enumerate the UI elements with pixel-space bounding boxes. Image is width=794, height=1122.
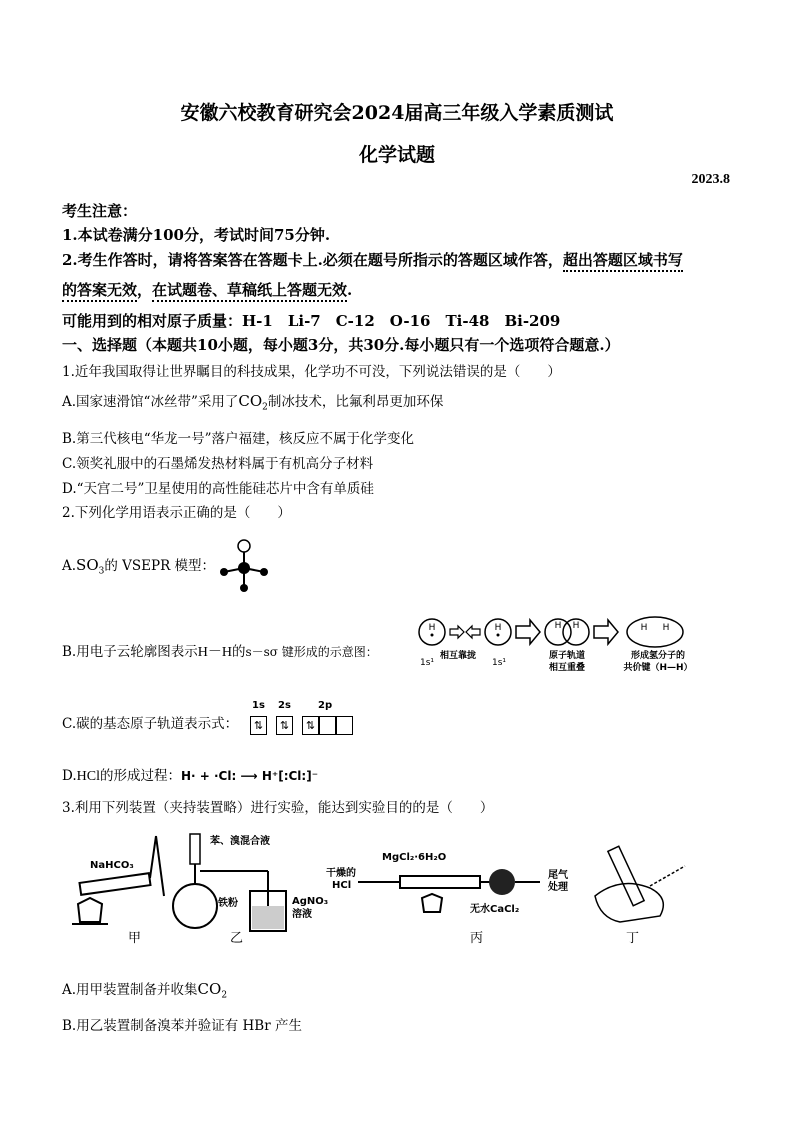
q2-option-c: C.碳的基态原子轨道表示式： <box>62 716 239 732</box>
label-dry: 干燥的 <box>326 868 356 879</box>
q3-a-pre: A.用甲装置制备并收集 <box>62 982 198 998</box>
orbital-1s-label: 1s <box>252 700 265 711</box>
notice-period: . <box>347 281 353 299</box>
label-treatment: 处理 <box>548 882 568 893</box>
q1-a-post: 制冰技术，比氟利昂更加环保 <box>267 394 444 410</box>
q2-a-pre: A. <box>62 558 77 574</box>
label-hcl: HCl <box>332 880 352 891</box>
h-atom-4: H <box>572 621 580 631</box>
notice-item-2 <box>62 249 683 270</box>
label-1s-b: 1s¹ <box>492 658 507 668</box>
apparatus-jia <box>72 836 164 924</box>
q2-b-bond: H－H <box>197 645 232 660</box>
label-ding: 丁 <box>626 931 640 946</box>
arrow-right-icon <box>450 626 464 638</box>
orbital-2s-box: ⇅ <box>276 716 293 735</box>
q3-apparatus-figure <box>60 826 740 946</box>
q3-a-formula: CO <box>197 980 222 998</box>
label-overlap-1: 原子轨道 <box>548 651 586 661</box>
label-1s-a: 1s¹ <box>420 658 435 668</box>
notice-comma: ， <box>137 281 153 299</box>
q1-a-text: A.国家速滑馆“冰丝带”采用了 <box>62 394 239 410</box>
label-iron-powder: 铁粉 <box>218 898 238 909</box>
carbon-orbital-diagram <box>240 700 370 736</box>
label-approach: 相互靠拢 <box>440 651 477 661</box>
h-atom-5: H <box>640 623 648 633</box>
q1-option-d: D.“天宫二号”卫星使用的高性能硅芯片中含有单质硅 <box>62 481 374 497</box>
q2-b-post: s－sσ 键形成的示意图： <box>245 645 378 659</box>
apparatus-bing <box>326 852 569 915</box>
h-atom-3: H <box>554 621 562 631</box>
label-jia: 甲 <box>128 931 142 946</box>
q2-a-post: 的 VSEPR 模型： <box>104 558 216 574</box>
q3-option-a <box>62 978 227 1001</box>
q1-option-a <box>62 390 443 413</box>
arrow-bold-icon <box>516 620 540 644</box>
label-cacl2: 无水CaCl₂ <box>470 904 520 915</box>
notice-heading: 考生注意： <box>62 202 138 220</box>
q2-option-d <box>62 764 318 785</box>
label-form-1: 形成氢分子的 <box>630 651 686 661</box>
q3-a-sub: 2 <box>221 990 228 1001</box>
apparatus-ding <box>595 846 685 922</box>
h-atom-2: H <box>494 623 502 633</box>
orbital-2p-label: 2p <box>318 700 333 711</box>
q1-option-b: B.第三代核电“华龙一号”落户福建，核反应不属于化学变化 <box>62 431 415 447</box>
arrow-left-icon <box>466 626 480 638</box>
q2-d-formula: HCl <box>76 769 100 784</box>
h2-bond-formation-figure <box>412 610 712 680</box>
label-bing: 丙 <box>470 931 484 946</box>
q2-a-sub: 3 <box>98 566 105 577</box>
orbital-2p-box-3 <box>336 716 353 735</box>
notice-item-2-cont <box>62 279 352 300</box>
q1-option-c: C.领奖礼服中的石墨烯发热材料属于有机高分子材料 <box>62 456 374 472</box>
label-yi: 乙 <box>230 931 244 946</box>
hcl-formation-equation: H· + ·Cl: ⟶ H⁺[:Cl:]⁻ <box>180 769 319 783</box>
q3-option-b: B.用乙装置制备溴苯并验证有 HBr 产生 <box>62 1018 302 1034</box>
so3-vsepr-model-figure <box>214 536 276 596</box>
orbital-2p-box-2 <box>319 716 336 735</box>
label-form-2: 共价键（H—H） <box>623 663 693 673</box>
q1-a-sub: 2 <box>262 402 268 413</box>
q2-stem: 2.下列化学用语表示正确的是（ ） <box>62 505 291 521</box>
notice-item-2-c: 的答案无效 <box>62 281 137 302</box>
q2-d-pre: D. <box>62 768 77 784</box>
section-1-heading: 一、选择题（本题共10小题，每小题3分，共30分.每小题只有一个选项符合题意.） <box>62 336 620 354</box>
apparatus-yi <box>173 834 328 931</box>
orbital-2p-box-1: ⇅ <box>302 716 319 735</box>
orbital-1s-box: ⇅ <box>250 716 267 735</box>
q2-b-de: 的 <box>231 644 246 660</box>
notice-item-2-a: 2.考生作答时，请将答案答在答题卡上.必须在题号所指示的答题区域作答， <box>62 251 563 269</box>
q2-d-post: 的形成过程： <box>99 768 181 784</box>
h-atom-6: H <box>662 623 670 633</box>
q1-a-formula: CO <box>238 392 263 410</box>
exam-title: 安徽六校教育研究会2024届高三年级入学素质测试 <box>180 102 614 124</box>
exam-subtitle: 化学试题 <box>358 144 435 166</box>
label-tail-gas: 尾气 <box>548 870 568 881</box>
label-solution: 溶液 <box>292 909 312 920</box>
notice-item-2-b: 超出答题区域书写 <box>563 251 683 272</box>
label-nahco3: NaHCO₃ <box>90 860 134 871</box>
h-atom-1: H <box>428 623 436 633</box>
atomic-masses: 可能用到的相对原子质量：H-1 Li-7 C-12 O-16 Ti-48 Bi-209 <box>62 312 561 330</box>
label-overlap-2: 相互重叠 <box>548 663 586 673</box>
q2-a-formula: SO <box>76 556 99 574</box>
exam-date: 2023.8 <box>691 172 730 187</box>
q2-option-a <box>62 554 215 577</box>
orbital-2s-label: 2s <box>278 700 291 711</box>
label-benzene-bromine: 苯、溴混合液 <box>210 836 270 847</box>
notice-item-2-e: 在试题卷、草稿纸上答题无效 <box>152 281 347 302</box>
notice-item-1: 1.本试卷满分100分，考试时间75分钟. <box>62 226 331 244</box>
q2-b-pre: B.用电子云轮廓图表示 <box>62 644 198 660</box>
q2-option-b <box>62 640 378 661</box>
q3-stem: 3.利用下列装置（夹持装置略）进行实验，能达到实验目的的是（ ） <box>62 800 494 816</box>
q1-stem: 1.近年我国取得让世界瞩目的科技成果，化学功不可没，下列说法错误的是（ ） <box>62 364 561 380</box>
label-mgcl2: MgCl₂·6H₂O <box>382 852 447 863</box>
arrow-bold-icon-2 <box>594 620 618 644</box>
label-agno3: AgNO₃ <box>292 896 329 907</box>
